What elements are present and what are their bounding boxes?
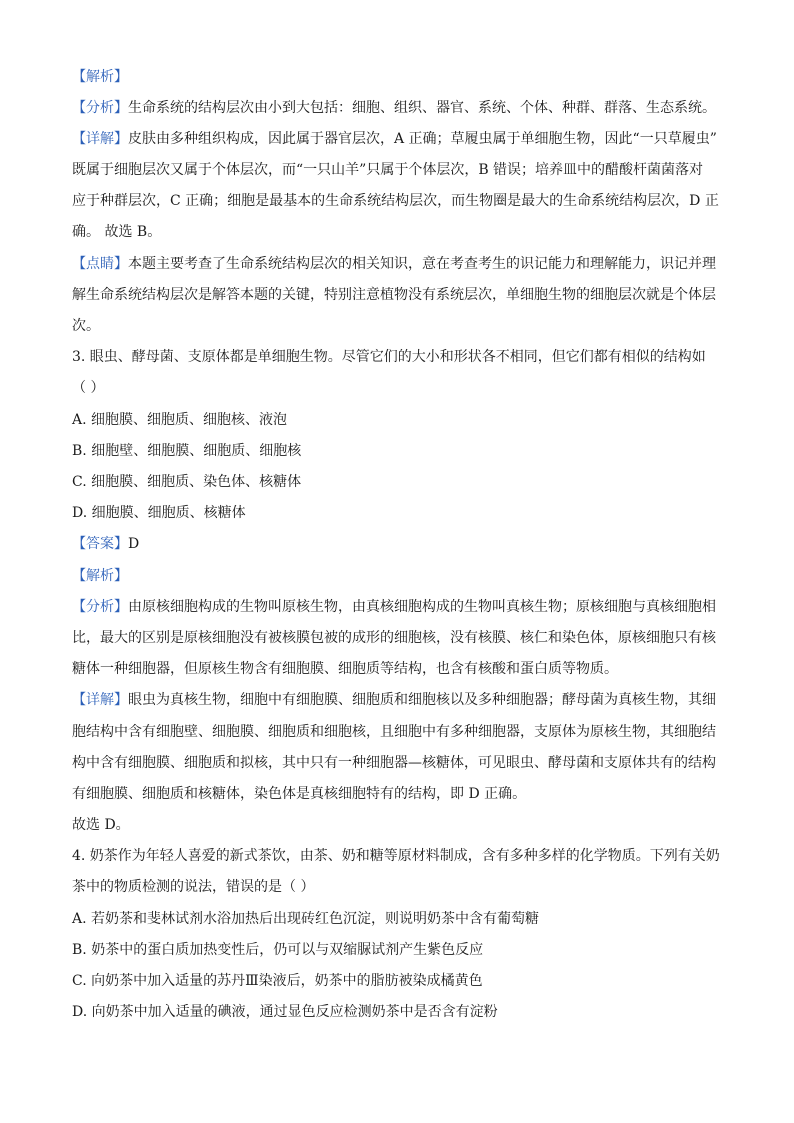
text-line	[72, 565, 128, 587]
line-text: 由原核细胞构成的生物叫原核生物，由真核细胞构成的生物叫真核生物；原核细胞与真核细胞相	[128, 599, 716, 615]
line-text: 确。 故选 B。	[72, 224, 162, 240]
line-text: 眼虫为真核生物，细胞中有细胞膜、细胞质和细胞核以及多种细胞器；酵母菌为真核生物，其细	[128, 692, 716, 708]
line-text: 解生命系统结构层次是解答本题的关键，特别注意植物没有系统层次，单细胞生物的细胞层次就是个体层	[72, 287, 716, 303]
text-line	[72, 221, 161, 243]
answer-blank	[72, 377, 104, 399]
answer-line	[72, 533, 139, 555]
text-line	[72, 128, 717, 150]
text-line	[72, 253, 716, 275]
line-text: B. 奶茶中的蛋白质加热变性后，仍可以与双缩脲试剂产生紫色反应	[72, 942, 484, 958]
option-a	[72, 908, 539, 930]
text-line	[72, 627, 716, 649]
section-tag: 【分析】	[72, 599, 128, 615]
option-d	[72, 1001, 498, 1023]
text-line	[72, 596, 716, 618]
line-text: C. 细胞膜、细胞质、染色体、核糖体	[72, 474, 302, 490]
section-tag: 【答案】	[72, 536, 128, 552]
section-tag: 【详解】	[72, 131, 128, 147]
section-tag: 【详解】	[72, 692, 128, 708]
option-c	[72, 471, 301, 493]
line-text: A. 细胞膜、细胞质、细胞核、液泡	[72, 412, 288, 428]
line-text: （ ）	[72, 380, 105, 396]
line-text: D. 细胞膜、细胞质、核糖体	[72, 505, 246, 521]
line-text: C. 向奶茶中加入适量的苏丹Ⅲ染液后，奶茶中的脂肪被染成橘黄色	[72, 973, 483, 989]
text-line	[72, 159, 703, 181]
line-text: 3. 眼虫、酵母菌、支原体都是单细胞生物。尽管它们的大小和形状各不相同，但它们都有相似的结构如	[72, 349, 706, 365]
option-c	[72, 970, 483, 992]
line-text: D	[128, 536, 140, 552]
text-line	[72, 689, 716, 711]
section-tag: 【解析】	[72, 568, 128, 584]
line-text: 次。	[72, 318, 100, 334]
text-line	[72, 284, 716, 306]
text-line	[72, 783, 526, 805]
line-text: 比，最大的区别是原核细胞没有被核膜包被的成形的细胞核，没有核膜、核仁和染色体，原核细胞只有核	[72, 630, 716, 646]
section-tag: 【解析】	[72, 69, 128, 85]
line-text: 应于种群层次，C 正确；细胞是最基本的生命系统结构层次，而生物圈是最大的生命系统结构层次，D 正	[72, 193, 719, 209]
line-text: 生命系统的结构层次由小到大包括：细胞、组织、器官、系统、个体、种群、群落、生态系统。	[128, 100, 716, 116]
line-text: 构中含有细胞膜、细胞质和拟核，其中只有一种细胞器—核糖体，可见眼虫、酵母菌和支原体共有的结构	[72, 755, 716, 771]
question-stem	[72, 346, 706, 368]
line-text: D. 向奶茶中加入适量的碘液，通过显色反应检测奶茶中是否含有淀粉	[72, 1004, 498, 1020]
line-text: 茶中的物质检测的说法，错误的是（ ）	[72, 879, 315, 895]
text-line	[72, 66, 128, 88]
text-line	[72, 315, 100, 337]
text-line	[72, 190, 719, 212]
text-line	[72, 814, 130, 836]
text-line	[72, 658, 618, 680]
line-text: 糖体一种细胞器，但原核生物含有细胞膜、细胞质等结构，也含有核酸和蛋白质等物质。	[72, 661, 618, 677]
option-a	[72, 409, 287, 431]
line-text: 皮肤由多种组织构成，因此属于器官层次，A 正确；草履虫属于单细胞生物，因此“一只草履虫”	[128, 131, 717, 147]
line-text: 胞结构中含有细胞壁、细胞膜、细胞质和细胞核，且细胞中有多种细胞器，支原体为原核生物，其细胞结	[72, 724, 716, 740]
question-stem	[72, 845, 720, 867]
question-stem-cont	[72, 876, 314, 898]
line-text: 既属于细胞层次又属于个体层次，而“一只山羊”只属于个体层次，B 错误；培养皿中的醋酸杆菌菌落对	[72, 162, 704, 178]
section-tag: 【点睛】	[72, 256, 128, 272]
option-d	[72, 502, 246, 524]
line-text: 4. 奶茶作为年轻人喜爱的新式茶饮，由茶、奶和糖等原材料制成，含有多种多样的化学物质。下列有关奶	[72, 848, 720, 864]
line-text: 本题主要考查了生命系统结构层次的相关知识，意在考查考生的识记能力和理解能力，识记并理	[128, 256, 716, 272]
line-text: A. 若奶茶和斐林试剂水浴加热后出现砖红色沉淀，则说明奶茶中含有葡萄糖	[72, 911, 540, 927]
line-text: 有细胞膜、细胞质和核糖体，染色体是真核细胞特有的结构，即 D 正确。	[72, 786, 527, 802]
text-line	[72, 721, 716, 743]
option-b	[72, 939, 483, 961]
text-line	[72, 752, 716, 774]
line-text: 故选 D。	[72, 817, 130, 833]
line-text: B. 细胞壁、细胞膜、细胞质、细胞核	[72, 443, 302, 459]
option-b	[72, 440, 301, 462]
text-line	[72, 97, 716, 119]
section-tag: 【分析】	[72, 100, 128, 116]
